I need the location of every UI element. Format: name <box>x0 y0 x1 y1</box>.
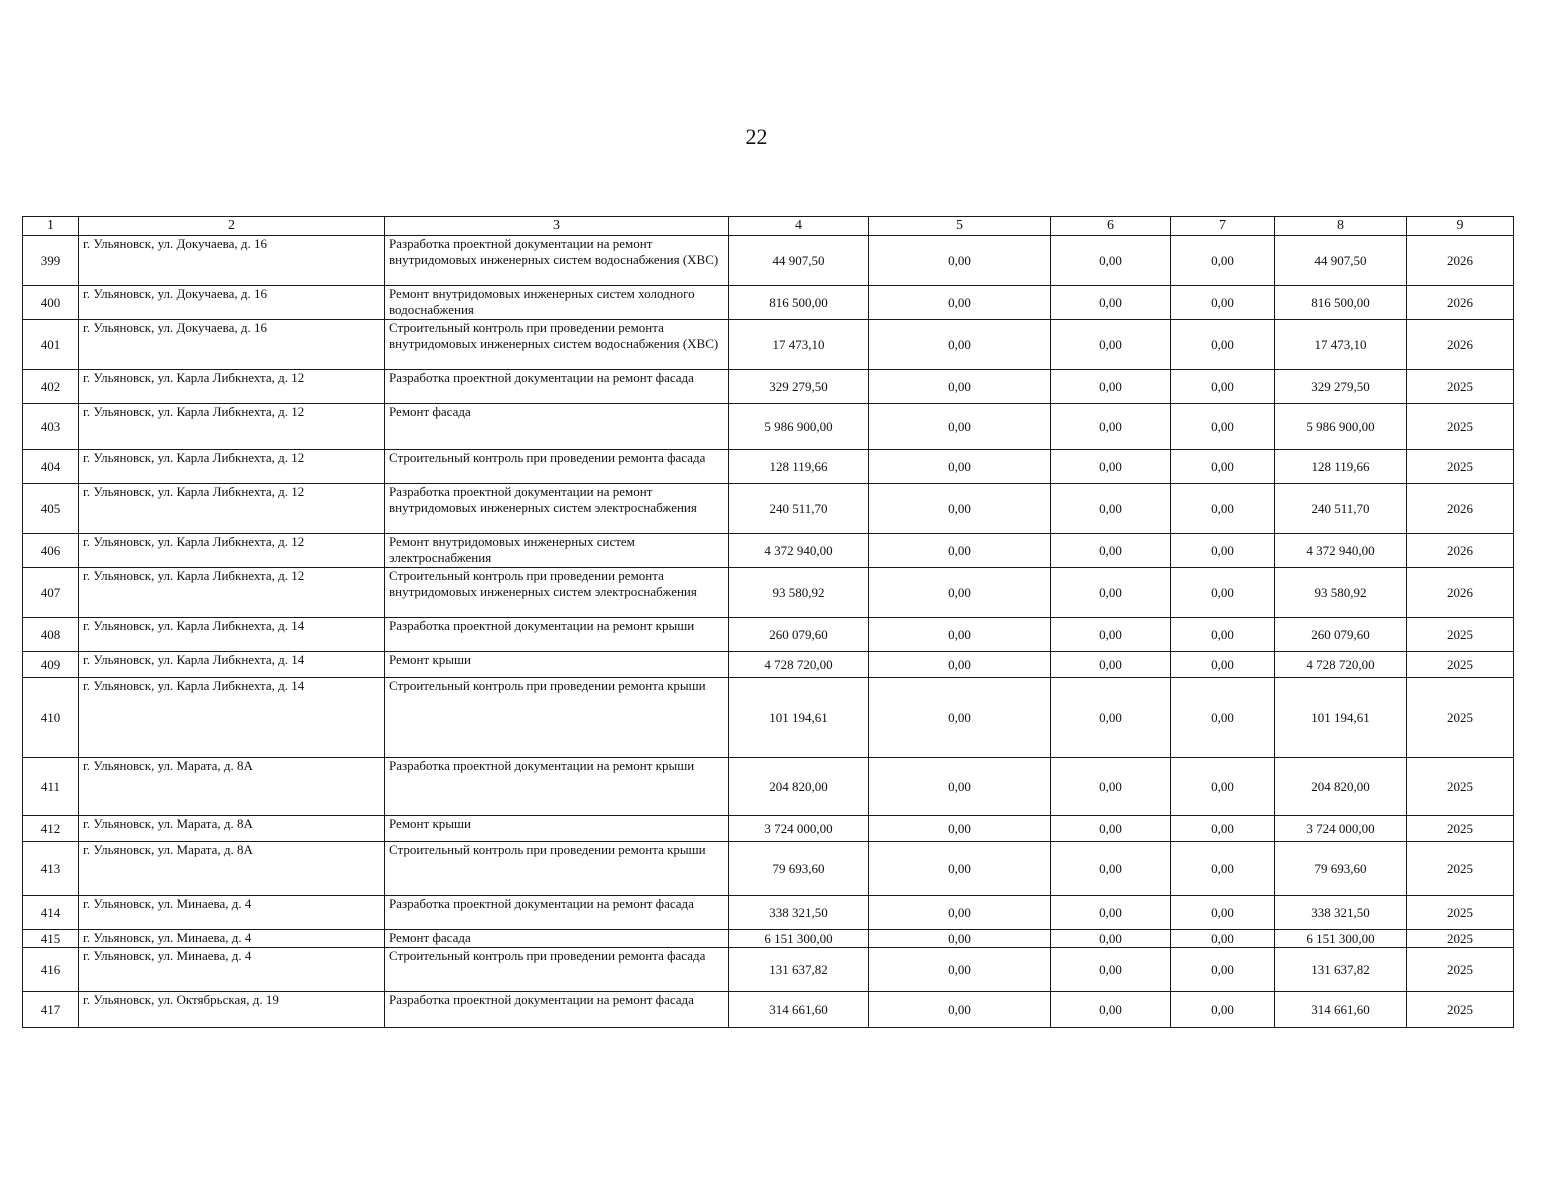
column-7-cell: 0,00 <box>1171 816 1275 842</box>
address-cell: г. Ульяновск, ул. Карла Либкнехта, д. 12 <box>79 404 385 450</box>
column-header: 8 <box>1275 217 1407 236</box>
repair-schedule-table <box>22 216 1514 1028</box>
total-cost-cell: 260 079,60 <box>729 618 869 652</box>
column-6-cell: 0,00 <box>1051 568 1171 618</box>
column-header: 5 <box>869 217 1051 236</box>
address-cell: г. Ульяновск, ул. Карла Либкнехта, д. 12 <box>79 484 385 534</box>
column-5-cell: 0,00 <box>869 652 1051 678</box>
table-row <box>23 450 1514 484</box>
column-8-cell: 17 473,10 <box>1275 320 1407 370</box>
row-number-cell: 412 <box>23 816 79 842</box>
year-cell: 2025 <box>1407 370 1514 404</box>
year-cell: 2026 <box>1407 236 1514 286</box>
address-cell: г. Ульяновск, ул. Марата, д. 8А <box>79 816 385 842</box>
row-number-cell: 408 <box>23 618 79 652</box>
table-row <box>23 404 1514 450</box>
address-cell: г. Ульяновск, ул. Марата, д. 8А <box>79 842 385 896</box>
address-cell: г. Ульяновск, ул. Карла Либкнехта, д. 14 <box>79 652 385 678</box>
year-cell: 2026 <box>1407 568 1514 618</box>
column-5-cell: 0,00 <box>869 320 1051 370</box>
column-header: 7 <box>1171 217 1275 236</box>
column-8-cell: 101 194,61 <box>1275 678 1407 758</box>
column-7-cell: 0,00 <box>1171 758 1275 816</box>
column-8-cell: 5 986 900,00 <box>1275 404 1407 450</box>
table-row <box>23 842 1514 896</box>
column-7-cell: 0,00 <box>1171 678 1275 758</box>
column-7-cell: 0,00 <box>1171 484 1275 534</box>
table-row <box>23 678 1514 758</box>
column-5-cell: 0,00 <box>869 534 1051 568</box>
page-number: 22 <box>745 124 768 149</box>
year-cell: 2025 <box>1407 652 1514 678</box>
column-8-cell: 816 500,00 <box>1275 286 1407 320</box>
column-7-cell: 0,00 <box>1171 652 1275 678</box>
address-cell: г. Ульяновск, ул. Карла Либкнехта, д. 12 <box>79 534 385 568</box>
row-number-cell: 411 <box>23 758 79 816</box>
column-6-cell: 0,00 <box>1051 484 1171 534</box>
column-6-cell: 0,00 <box>1051 652 1171 678</box>
table-row <box>23 758 1514 816</box>
column-6-cell: 0,00 <box>1051 896 1171 930</box>
address-cell: г. Ульяновск, ул. Карла Либкнехта, д. 12 <box>79 450 385 484</box>
column-5-cell: 0,00 <box>869 404 1051 450</box>
address-cell: г. Ульяновск, ул. Карла Либкнехта, д. 14 <box>79 678 385 758</box>
total-cost-cell: 6 151 300,00 <box>729 930 869 948</box>
total-cost-cell: 314 661,60 <box>729 992 869 1028</box>
column-6-cell: 0,00 <box>1051 678 1171 758</box>
column-5-cell: 0,00 <box>869 568 1051 618</box>
year-cell: 2025 <box>1407 404 1514 450</box>
total-cost-cell: 204 820,00 <box>729 758 869 816</box>
table-row <box>23 816 1514 842</box>
year-cell: 2025 <box>1407 758 1514 816</box>
address-cell: г. Ульяновск, ул. Докучаева, д. 16 <box>79 286 385 320</box>
total-cost-cell: 3 724 000,00 <box>729 816 869 842</box>
column-7-cell: 0,00 <box>1171 992 1275 1028</box>
column-5-cell: 0,00 <box>869 286 1051 320</box>
column-number-row <box>23 217 1514 236</box>
address-cell: г. Ульяновск, ул. Марата, д. 8А <box>79 758 385 816</box>
table-row <box>23 236 1514 286</box>
column-header: 3 <box>385 217 729 236</box>
year-cell: 2025 <box>1407 842 1514 896</box>
work-type-cell: Разработка проектной документации на ремонт крыши <box>385 618 729 652</box>
row-number-cell: 406 <box>23 534 79 568</box>
table-row <box>23 568 1514 618</box>
table-row <box>23 320 1514 370</box>
column-8-cell: 329 279,50 <box>1275 370 1407 404</box>
column-7-cell: 0,00 <box>1171 286 1275 320</box>
year-cell: 2025 <box>1407 930 1514 948</box>
year-cell: 2026 <box>1407 484 1514 534</box>
column-6-cell: 0,00 <box>1051 816 1171 842</box>
work-type-cell: Разработка проектной документации на ремонт фасада <box>385 370 729 404</box>
table-row <box>23 370 1514 404</box>
column-6-cell: 0,00 <box>1051 948 1171 992</box>
column-7-cell: 0,00 <box>1171 948 1275 992</box>
address-cell: г. Ульяновск, ул. Карла Либкнехта, д. 12 <box>79 370 385 404</box>
address-cell: г. Ульяновск, ул. Карла Либкнехта, д. 14 <box>79 618 385 652</box>
column-5-cell: 0,00 <box>869 948 1051 992</box>
work-type-cell: Ремонт внутридомовых инженерных систем холодного водоснабжения <box>385 286 729 320</box>
column-8-cell: 240 511,70 <box>1275 484 1407 534</box>
column-header: 1 <box>23 217 79 236</box>
column-5-cell: 0,00 <box>869 992 1051 1028</box>
column-6-cell: 0,00 <box>1051 992 1171 1028</box>
row-number-cell: 402 <box>23 370 79 404</box>
row-number-cell: 399 <box>23 236 79 286</box>
address-cell: г. Ульяновск, ул. Докучаева, д. 16 <box>79 236 385 286</box>
column-5-cell: 0,00 <box>869 896 1051 930</box>
column-5-cell: 0,00 <box>869 236 1051 286</box>
work-type-cell: Разработка проектной документации на ремонт фасада <box>385 992 729 1028</box>
total-cost-cell: 329 279,50 <box>729 370 869 404</box>
address-cell: г. Ульяновск, ул. Минаева, д. 4 <box>79 930 385 948</box>
total-cost-cell: 17 473,10 <box>729 320 869 370</box>
row-number-cell: 401 <box>23 320 79 370</box>
column-header: 9 <box>1407 217 1514 236</box>
column-6-cell: 0,00 <box>1051 534 1171 568</box>
total-cost-cell: 4 728 720,00 <box>729 652 869 678</box>
year-cell: 2025 <box>1407 992 1514 1028</box>
total-cost-cell: 93 580,92 <box>729 568 869 618</box>
column-8-cell: 314 661,60 <box>1275 992 1407 1028</box>
work-type-cell: Ремонт внутридомовых инженерных систем электроснабжения <box>385 534 729 568</box>
column-7-cell: 0,00 <box>1171 930 1275 948</box>
total-cost-cell: 101 194,61 <box>729 678 869 758</box>
column-7-cell: 0,00 <box>1171 236 1275 286</box>
work-type-cell: Строительный контроль при проведении ремонта фасада <box>385 450 729 484</box>
column-7-cell: 0,00 <box>1171 450 1275 484</box>
table-row <box>23 896 1514 930</box>
column-5-cell: 0,00 <box>869 678 1051 758</box>
column-6-cell: 0,00 <box>1051 618 1171 652</box>
row-number-cell: 403 <box>23 404 79 450</box>
table-row <box>23 992 1514 1028</box>
table-row <box>23 484 1514 534</box>
column-7-cell: 0,00 <box>1171 534 1275 568</box>
column-5-cell: 0,00 <box>869 484 1051 534</box>
column-7-cell: 0,00 <box>1171 842 1275 896</box>
row-number-cell: 410 <box>23 678 79 758</box>
year-cell: 2026 <box>1407 534 1514 568</box>
work-type-cell: Разработка проектной документации на ремонт внутридомовых инженерных систем электроснабжения <box>385 484 729 534</box>
year-cell: 2025 <box>1407 678 1514 758</box>
table-row <box>23 948 1514 992</box>
row-number-cell: 413 <box>23 842 79 896</box>
column-6-cell: 0,00 <box>1051 842 1171 896</box>
column-header: 6 <box>1051 217 1171 236</box>
work-type-cell: Разработка проектной документации на ремонт фасада <box>385 896 729 930</box>
work-type-cell: Строительный контроль при проведении ремонта внутридомовых инженерных систем электроснабжения <box>385 568 729 618</box>
total-cost-cell: 240 511,70 <box>729 484 869 534</box>
column-8-cell: 4 372 940,00 <box>1275 534 1407 568</box>
year-cell: 2025 <box>1407 896 1514 930</box>
column-5-cell: 0,00 <box>869 842 1051 896</box>
work-type-cell: Ремонт крыши <box>385 652 729 678</box>
column-8-cell: 79 693,60 <box>1275 842 1407 896</box>
column-7-cell: 0,00 <box>1171 896 1275 930</box>
column-8-cell: 338 321,50 <box>1275 896 1407 930</box>
row-number-cell: 404 <box>23 450 79 484</box>
year-cell: 2025 <box>1407 450 1514 484</box>
column-8-cell: 3 724 000,00 <box>1275 816 1407 842</box>
column-header: 2 <box>79 217 385 236</box>
year-cell: 2025 <box>1407 948 1514 992</box>
column-8-cell: 204 820,00 <box>1275 758 1407 816</box>
work-type-cell: Разработка проектной документации на ремонт крыши <box>385 758 729 816</box>
address-cell: г. Ульяновск, ул. Минаева, д. 4 <box>79 948 385 992</box>
column-8-cell: 260 079,60 <box>1275 618 1407 652</box>
column-7-cell: 0,00 <box>1171 370 1275 404</box>
total-cost-cell: 5 986 900,00 <box>729 404 869 450</box>
total-cost-cell: 816 500,00 <box>729 286 869 320</box>
column-6-cell: 0,00 <box>1051 370 1171 404</box>
column-7-cell: 0,00 <box>1171 618 1275 652</box>
year-cell: 2026 <box>1407 320 1514 370</box>
column-8-cell: 131 637,82 <box>1275 948 1407 992</box>
row-number-cell: 400 <box>23 286 79 320</box>
column-8-cell: 6 151 300,00 <box>1275 930 1407 948</box>
work-type-cell: Строительный контроль при проведении ремонта фасада <box>385 948 729 992</box>
column-6-cell: 0,00 <box>1051 320 1171 370</box>
work-type-cell: Строительный контроль при проведении ремонта крыши <box>385 842 729 896</box>
year-cell: 2026 <box>1407 286 1514 320</box>
table-row <box>23 652 1514 678</box>
column-8-cell: 44 907,50 <box>1275 236 1407 286</box>
column-5-cell: 0,00 <box>869 370 1051 404</box>
row-number-cell: 415 <box>23 930 79 948</box>
work-type-cell: Ремонт фасада <box>385 930 729 948</box>
column-7-cell: 0,00 <box>1171 320 1275 370</box>
year-cell: 2025 <box>1407 816 1514 842</box>
table-row <box>23 534 1514 568</box>
row-number-cell: 409 <box>23 652 79 678</box>
total-cost-cell: 131 637,82 <box>729 948 869 992</box>
work-type-cell: Строительный контроль при проведении ремонта внутридомовых инженерных систем водоснабжения (ХВС) <box>385 320 729 370</box>
row-number-cell: 405 <box>23 484 79 534</box>
column-6-cell: 0,00 <box>1051 236 1171 286</box>
work-type-cell: Строительный контроль при проведении ремонта крыши <box>385 678 729 758</box>
column-5-cell: 0,00 <box>869 816 1051 842</box>
column-5-cell: 0,00 <box>869 930 1051 948</box>
column-header: 4 <box>729 217 869 236</box>
total-cost-cell: 338 321,50 <box>729 896 869 930</box>
column-7-cell: 0,00 <box>1171 568 1275 618</box>
table-row <box>23 930 1514 948</box>
table-row <box>23 618 1514 652</box>
row-number-cell: 416 <box>23 948 79 992</box>
row-number-cell: 407 <box>23 568 79 618</box>
work-type-cell: Ремонт фасада <box>385 404 729 450</box>
column-6-cell: 0,00 <box>1051 450 1171 484</box>
row-number-cell: 414 <box>23 896 79 930</box>
total-cost-cell: 44 907,50 <box>729 236 869 286</box>
column-5-cell: 0,00 <box>869 618 1051 652</box>
column-8-cell: 4 728 720,00 <box>1275 652 1407 678</box>
column-5-cell: 0,00 <box>869 450 1051 484</box>
column-6-cell: 0,00 <box>1051 404 1171 450</box>
column-5-cell: 0,00 <box>869 758 1051 816</box>
column-8-cell: 93 580,92 <box>1275 568 1407 618</box>
column-6-cell: 0,00 <box>1051 758 1171 816</box>
total-cost-cell: 128 119,66 <box>729 450 869 484</box>
year-cell: 2025 <box>1407 618 1514 652</box>
total-cost-cell: 4 372 940,00 <box>729 534 869 568</box>
address-cell: г. Ульяновск, ул. Минаева, д. 4 <box>79 896 385 930</box>
table-row <box>23 286 1514 320</box>
address-cell: г. Ульяновск, ул. Докучаева, д. 16 <box>79 320 385 370</box>
column-8-cell: 128 119,66 <box>1275 450 1407 484</box>
row-number-cell: 417 <box>23 992 79 1028</box>
column-6-cell: 0,00 <box>1051 930 1171 948</box>
column-7-cell: 0,00 <box>1171 404 1275 450</box>
address-cell: г. Ульяновск, ул. Октябрьская, д. 19 <box>79 992 385 1028</box>
total-cost-cell: 79 693,60 <box>729 842 869 896</box>
column-6-cell: 0,00 <box>1051 286 1171 320</box>
work-type-cell: Ремонт крыши <box>385 816 729 842</box>
work-type-cell: Разработка проектной документации на ремонт внутридомовых инженерных систем водоснабжения (ХВС) <box>385 236 729 286</box>
address-cell: г. Ульяновск, ул. Карла Либкнехта, д. 12 <box>79 568 385 618</box>
